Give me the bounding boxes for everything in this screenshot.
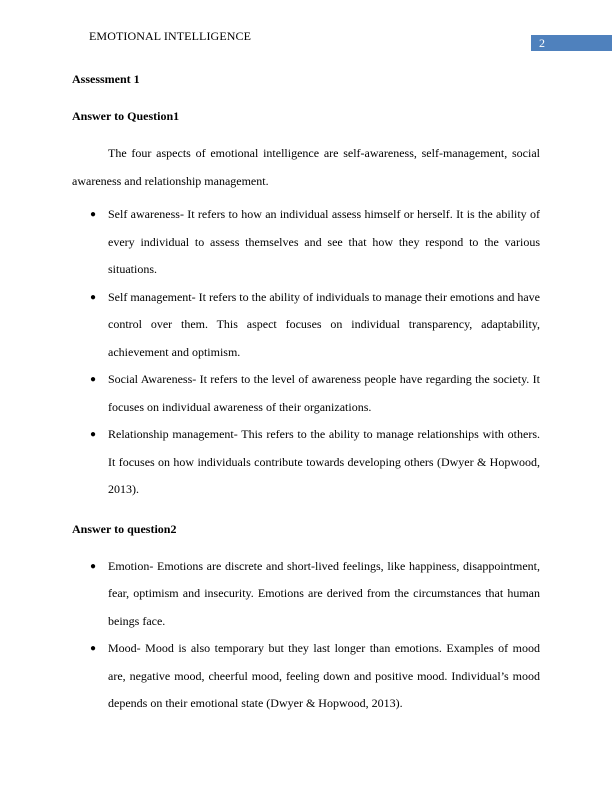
running-header-title: EMOTIONAL INTELLIGENCE — [89, 29, 252, 43]
question2-heading: Answer to question2 — [72, 521, 177, 536]
bullet-icon: ● — [90, 209, 97, 220]
question1-bullet-list — [72, 201, 540, 504]
list-item: ● Self awareness- It refers to how an individual assess himself or herself. It is the ability of every individual to assess themselves and see that how they respond to the various situations. — [72, 201, 540, 284]
bullet-icon: ● — [90, 291, 97, 303]
question1-heading: Answer to Question1 — [72, 109, 180, 123]
page-number-badge: 2 — [531, 35, 612, 51]
list-item: ● Social Awareness- It refers to the level of awareness people have regarding the society. It focuses on individual awareness of their organizations. — [72, 366, 540, 421]
list-item: ● Self management- It refers to the ability of individuals to manage their emotions and have control over them. This aspect focuses on individual transparency, adaptability, achievement and optimism. — [72, 284, 540, 367]
bullet-icon: ● — [90, 429, 97, 440]
list-item: ● Relationship management- This refers to the ability to manage relationships with others. It focuses on how individuals contribute towards developing others (Dwyer & Hopwood, 2013). — [72, 421, 540, 504]
question1-intro-paragraph: The four aspects of emotional intelligence are self-awareness, self-management, social awareness and relationship management. — [72, 146, 540, 188]
question2-bullet-list — [72, 553, 540, 718]
bullet-icon: ● — [90, 374, 97, 385]
assessment-heading: Assessment 1 — [72, 72, 140, 86]
bullet-icon: ● — [90, 643, 97, 654]
document-body — [72, 66, 540, 718]
bullet-icon: ● — [90, 560, 97, 572]
list-item: ● Emotion- Emotions are discrete and short-lived feelings, like happiness, disappointment, fear, optimism and insecurity. Emotions are derived from the circumstances that human beings face. — [72, 553, 540, 636]
list-item: ● Mood- Mood is also temporary but they last longer than emotions. Examples of mood are, negative mood, cheerful mood, feeling down and positive mood. Individual’s mood depends on their emotional state (Dwyer & Hopwood, 2013). — [72, 635, 540, 718]
